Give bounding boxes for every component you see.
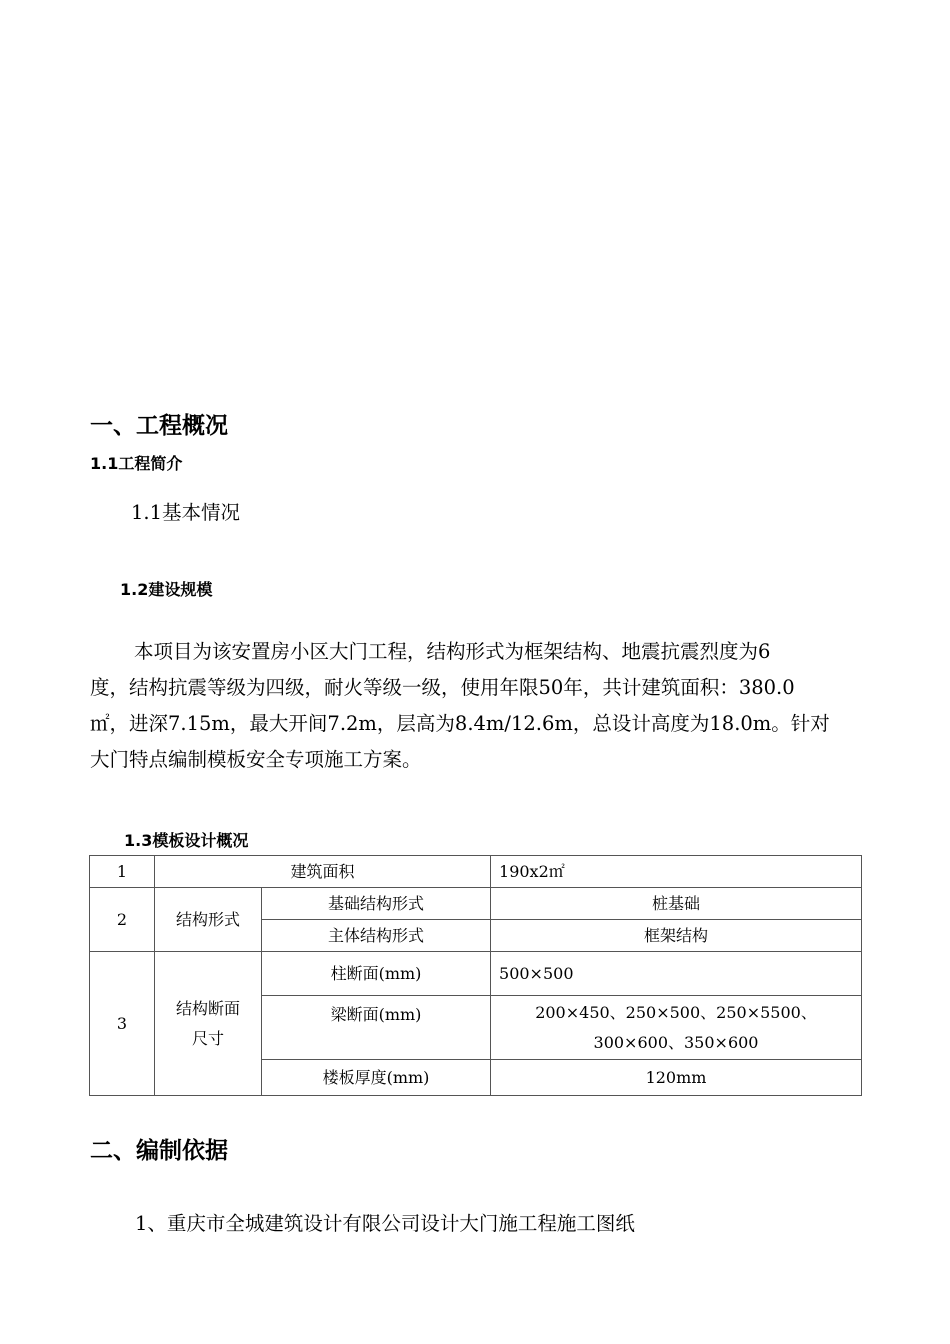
item-value [491, 996, 862, 1060]
table-row [90, 952, 862, 996]
subsection-1-1-heading: 1.1工程简介 [90, 454, 183, 473]
item-label: 主体结构形式 [262, 920, 491, 952]
row-number: 3 [90, 952, 155, 1096]
item-value: 框架结构 [491, 920, 862, 952]
project-description-paragraph [90, 634, 870, 778]
item-label: 基础结构形式 [262, 888, 491, 920]
item-label: 柱断面(mm) [262, 952, 491, 996]
row-value: 190x2㎡ [491, 856, 862, 888]
item-value-line: 200×450、250×500、250×5500、 [535, 1002, 817, 1022]
row-label: 建筑面积 [155, 856, 491, 888]
basis-item-1: 1、重庆市全城建筑设计有限公司设计大门施工程施工图纸 [135, 1212, 635, 1235]
row-label-line: 结构断面 [175, 998, 240, 1018]
subsection-1-3-heading: 1.3模板设计概况 [124, 831, 249, 850]
row-label: 结构形式 [155, 888, 262, 952]
paragraph-line: 度，结构抗震等级为四级，耐火等级一级，使用年限50年，共计建筑面积：380.0 [90, 676, 795, 699]
section-1-heading: 一、工程概况 [90, 413, 228, 439]
row-label-line: 尺寸 [191, 1028, 224, 1048]
subsection-1-2-heading: 1.2建设规模 [120, 580, 213, 599]
item-value: 500×500 [491, 952, 862, 996]
item-label: 梁断面(mm) [262, 996, 491, 1060]
basic-info-text: 1.1基本情况 [131, 501, 241, 524]
item-value: 桩基础 [491, 888, 862, 920]
table-row [90, 888, 862, 920]
item-value-line: 300×600、350×600 [593, 1032, 759, 1052]
item-value: 120mm [491, 1060, 862, 1096]
template-design-table [89, 855, 862, 1096]
item-label: 楼板厚度(mm) [262, 1060, 491, 1096]
paragraph-line: 大门特点编制模板安全专项施工方案。 [90, 748, 422, 771]
row-number: 1 [90, 856, 155, 888]
paragraph-line: ㎡，进深7.15m，最大开间7.2m，层高为8.4m/12.6m，总设计高度为18.0m。针对 [90, 712, 830, 735]
table-row [90, 856, 862, 888]
section-2-heading: 二、编制依据 [90, 1138, 228, 1164]
paragraph-line: 本项目为该安置房小区大门工程，结构形式为框架结构、地震抗震烈度为6 [134, 640, 771, 663]
row-number: 2 [90, 888, 155, 952]
row-label [155, 952, 262, 1096]
